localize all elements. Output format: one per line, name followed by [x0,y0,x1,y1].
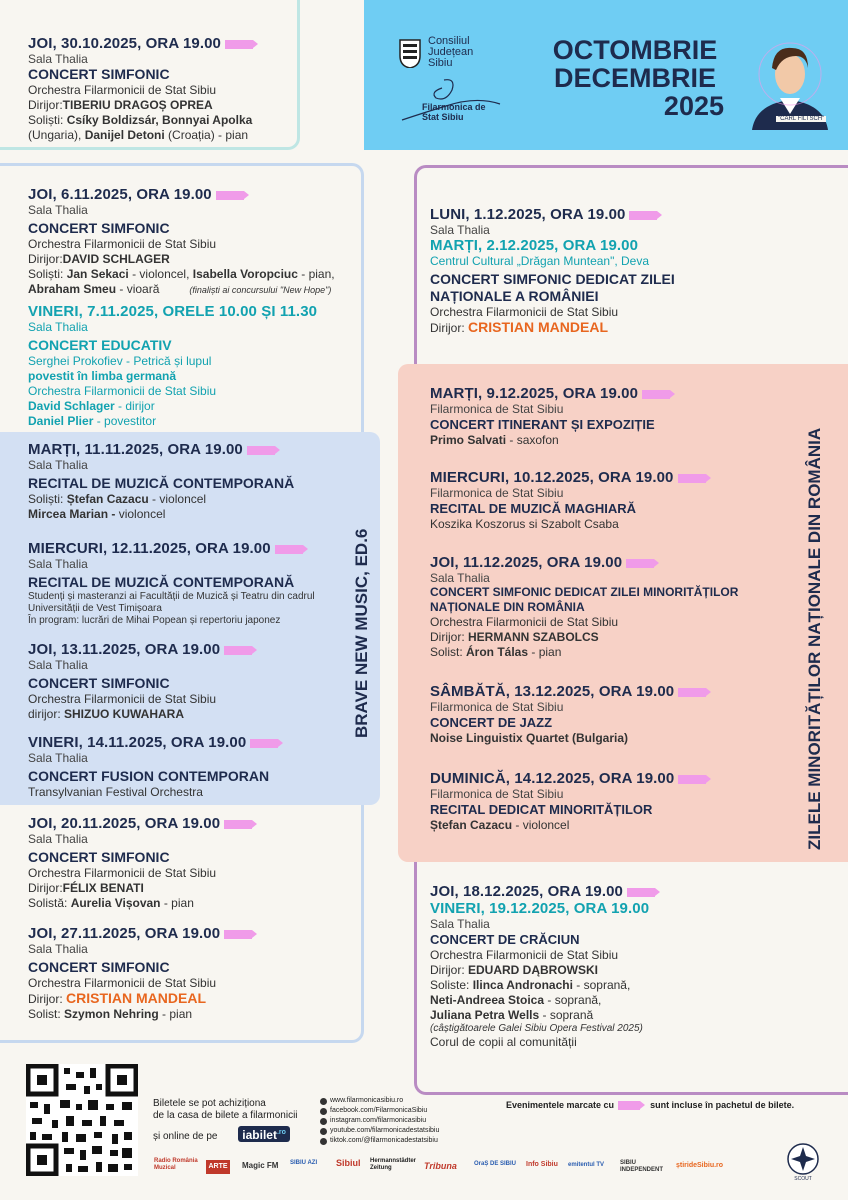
event-nov-13 [28,641,358,722]
event-nov-06 [28,186,358,298]
sponsor-oras-de-sibiu: OraȘ DE SIBIU [474,1161,517,1167]
event-venue: Sala Thalia [28,942,88,956]
ticket-package-tag [678,775,706,784]
event-dec-14 [430,770,800,833]
event-date: VINERI, 14.11.2025, ORA 19.00 [28,734,358,751]
event-orchestra: Transylvanian Festival Orchestra [28,785,203,799]
event-work-2: povestit în limba germană [28,369,177,383]
event-venue: Sala Thalia [28,751,88,765]
event-note: (câștigătoarele Galei Sibiu Opera Festival 2025) [430,1023,643,1034]
event-title: CONCERT SIMFONIC [28,66,170,82]
sponsor-sibiu-independent: SIBIU INDEPENDENT [620,1160,664,1173]
event-dec-09 [430,385,800,448]
event-performer: Noise Linguistix Quartet (Bulgaria) [430,731,629,745]
ticket-package-tag [225,40,253,49]
scout-label: SCOUT [794,1176,812,1182]
event-nov-07 [28,303,358,429]
event-detail-1: Studenți și masteranzi ai Facultății de Muzică și Teatru din cadrul [28,591,315,602]
event-soloists-3: Juliana Petra Wells - soprană [430,1008,594,1022]
event-venue: Sala Thalia [430,223,490,237]
event-title: RECITAL DE MUZICĂ CONTEMPORANĂ [28,475,295,491]
council-crest-icon [398,38,422,68]
sponsor-tribuna: Tribuna [424,1161,457,1171]
event-venue: Sala Thalia [28,203,88,217]
event-date: JOI, 6.11.2025, ORA 19.00 [28,186,358,203]
facebook-link[interactable]: facebook.com/FilarmonicaSibiu [320,1106,500,1116]
ticket-package-tag [618,1101,640,1110]
ticket-info-line-1: Biletele se pot achiziționa [153,1098,266,1109]
event-venue: Filarmonica de Stat Sibiu [430,486,564,500]
ticket-package-tag [627,888,655,897]
event-venue: Sala Thalia [28,832,88,846]
event-conductor: Dirijor: CRISTIAN MANDEAL [430,319,608,335]
ticket-package-tag [224,820,252,829]
event-venue-2: Centrul Cultural „Drăgan Muntean", Deva [430,254,650,268]
event-venue: Sala Thalia [430,571,490,585]
event-nov-12 [28,540,358,627]
brave-new-music-label: BRAVE NEW MUSIC, ED.6 [352,528,371,738]
scout-logo [786,1142,820,1182]
event-venue: Sala Thalia [28,658,88,672]
event-conductor: Dirijor: HERMANN SZABOLCS [430,630,599,644]
event-title: CONCERT SIMFONIC [28,849,170,865]
event-performer: Ștefan Cazacu - violoncel [430,818,570,832]
event-title: RECITAL DE MUZICĂ CONTEMPORANĂ [28,574,295,590]
ticket-package-tag [224,930,252,939]
ticket-package-tag [629,211,657,220]
event-conductor: Dirijor:FÉLIX BENATI [28,881,144,895]
event-orchestra: Orchestra Filarmonicii de Stat Sibiu [430,615,619,629]
ticket-info [153,1098,323,1143]
event-date: MARȚI, 11.11.2025, ORA 19.00 [28,441,358,458]
event-soloists: Soliști: Jan Sekaci - violoncel, Isabella Voropciuc - pian, [28,267,335,281]
event-dec-01 [430,206,800,336]
ticket-info-line-2: de la casa de bilete a filarmonicii [153,1110,298,1121]
event-performer: Koszika Koszorus si Szabolt Csaba [430,517,619,531]
event-date: JOI, 13.11.2025, ORA 19.00 [28,641,358,658]
event-title: RECITAL DE MUZICĂ MAGHIARĂ [430,501,637,516]
event-title: CONCERT ITINERANT ȘI EXPOZIȚIE [430,417,655,432]
event-title: CONCERT SIMFONIC [28,959,170,975]
event-orchestra: Orchestra Filarmonicii de Stat Sibiu [28,976,217,990]
event-nov-11 [28,441,358,522]
event-title: CONCERT EDUCATIV [28,337,172,353]
event-soloists: Soliști: Csíky Boldizsár, Bonnyai Apolka [28,113,253,127]
ticket-info-line-3: și online de pe iabilet$^{.ro}$ [153,1122,323,1143]
tiktok-icon [320,1138,327,1145]
event-nov-20 [28,815,358,911]
title-month2: DECEMBRIE [553,63,716,93]
ticket-package-tag [642,390,670,399]
event-date: JOI, 18.12.2025, ORA 19.00 [430,883,800,900]
event-nov-27 [28,925,358,1022]
event-date: JOI, 30.10.2025, ORA 19.00 [28,35,298,52]
sponsor-stiri-de-sibiu: știrideSibiu.ro [676,1162,724,1169]
ticket-package-tag [250,739,278,748]
qr-code-icon [26,1064,138,1176]
ticket-package-tag [678,688,706,697]
iabilet-link[interactable]: iabilet$^{.ro}$ [238,1126,290,1142]
event-date: MARȚI, 9.12.2025, ORA 19.00 [430,385,800,402]
carl-filtsch-portrait [746,34,834,130]
event-date: JOI, 20.11.2025, ORA 19.00 [28,815,358,832]
event-orchestra: Orchestra Filarmonicii de Stat Sibiu [430,305,619,319]
event-title: CONCERT FUSION CONTEMPORAN [28,768,270,784]
youtube-icon [320,1128,327,1135]
event-dec-10 [430,469,800,532]
ticket-package-tag [275,545,303,554]
event-title-2: NAȚIONALE DIN ROMÂNIA [430,600,585,614]
event-venue: Filarmonica de Stat Sibiu [430,787,564,801]
event-oct-30 [28,35,298,143]
event-date: MIERCURI, 10.12.2025, ORA 19.00 [430,469,800,486]
youtube-link[interactable]: youtube.com/filarmonicadestatsibiu [320,1126,500,1136]
event-conductor: Dirijor: CRISTIAN MANDEAL [28,990,206,1006]
event-soloists: Soliste: Ilinca Andronachi - soprană, [430,978,631,992]
event-soloists-2: Abraham Smeu - vioară (finaliști ai concursului "New Hope") [28,282,332,296]
event-conductor: dirijor: SHIZUO KUWAHARA [28,707,185,721]
event-date: JOI, 11.12.2025, ORA 19.00 [430,554,800,571]
event-conductor: Dirijor:DAVID SCHLAGER [28,252,170,266]
event-conductor: Dirijor: EDUARD DĄBROWSKI [430,963,598,977]
ticket-package-tag [626,559,654,568]
event-soloists-2: (Ungaria), Danijel Detoni (Croația) - pian [28,128,249,142]
event-orchestra: Orchestra Filarmonicii de Stat Sibiu [28,384,217,398]
sponsor-magic-fm: Magic FM [242,1161,279,1170]
event-title: CONCERT SIMFONIC DEDICAT ZILEI MINORITĂȚILOR [430,585,739,599]
event-date: VINERI, 7.11.2025, ORELE 10.00 ȘI 11.30 [28,303,318,320]
portrait-caption: "CARL FILTSCH" [778,116,825,122]
event-venue: Filarmonica de Stat Sibiu [430,700,564,714]
event-date-2: VINERI, 19.12.2025, ORA 19.00 [430,900,650,917]
event-soloists-2: Mircea Marian - violoncel [28,507,166,521]
social-links [320,1096,500,1146]
ticket-package-tag [224,646,252,655]
event-nov-14 [28,734,358,800]
tiktok-link[interactable]: tiktok.com/@filarmonicadestatsibiu [320,1136,500,1146]
event-soloists: Solist: Áron Tálas - pian [430,645,562,659]
event-soloists-2: Neti-Andreea Stoica - soprană, [430,993,602,1007]
sponsor-info-sibiu: Info Sibiu [526,1161,558,1168]
event-soloists: Solist: Szymon Nehring - pian [28,1007,193,1021]
event-soloists: Soliști: Ștefan Cazacu - violoncel [28,492,207,506]
event-dec-18 [430,883,800,1050]
event-date: DUMINICĂ, 14.12.2025, ORA 19.00 [430,770,800,787]
event-date: JOI, 27.11.2025, ORA 19.00 [28,925,358,942]
event-title: CONCERT SIMFONIC [28,220,170,236]
ticket-package-tag [678,474,706,483]
event-date: MIERCURI, 12.11.2025, ORA 19.00 [28,540,358,557]
event-title: RECITAL DEDICAT MINORITĂȚILOR [430,802,653,817]
sponsor-emitentul-tv: emitentul TV [568,1162,605,1168]
event-venue: Filarmonica de Stat Sibiu [430,402,564,416]
globe-icon [320,1098,327,1105]
philharmonic-name: Filarmonica de Stat Sibiu [422,102,486,122]
event-date: SÂMBĂTĂ, 13.12.2025, ORA 19.00 [430,683,800,700]
sponsor-zeitung: Hermannstädter Zeitung [370,1158,417,1171]
event-performer-2: Daniel Plier - povestitor [28,414,157,428]
sponsor-arte: ARTE [206,1160,230,1174]
event-venue: Sala Thalia [430,917,490,931]
event-conductor: Dirijor:TIBERIU DRAGOȘ OPREA [28,98,213,112]
sponsor-sibiu-azi: SIBIU AZI [290,1160,318,1166]
title-month1: OCTOMBRIE [552,35,718,65]
title-year: 2025 [663,91,724,121]
facebook-icon [320,1108,327,1115]
header-title [540,36,730,120]
council-name: Consiliul Județean Sibiu [428,35,474,69]
council-logo [398,36,518,72]
website-link[interactable]: www.filarmonicasibiu.ro [320,1096,500,1106]
event-detail-3: În program: lucrări de Mihai Popean și repertoriu japonez [28,615,281,626]
event-work: Serghei Prokofiev - Petrică și lupul [28,354,212,368]
philharmonic-logo [396,76,516,126]
minorities-days-label: ZILELE MINORITĂȚILOR NAȚIONALE DIN ROMÂNIA [805,427,824,850]
event-orchestra: Orchestra Filarmonicii de Stat Sibiu [28,83,217,97]
instagram-link[interactable]: instagram.com/filarmonicasibiu [320,1116,500,1126]
event-venue: Sala Thalia [28,52,88,66]
event-venue: Sala Thalia [28,458,88,472]
event-orchestra: Orchestra Filarmonicii de Stat Sibiu [28,237,217,251]
event-dec-13 [430,683,800,746]
qr-code[interactable] [26,1064,138,1176]
ticket-package-note: Evenimentele marcate cu sunt incluse în pachetul de bilete. [506,1100,795,1110]
event-title: CONCERT DE JAZZ [430,715,553,730]
event-title: CONCERT DE CRĂCIUN [430,932,580,947]
instagram-icon [320,1118,327,1125]
event-title: CONCERT SIMFONIC [28,675,170,691]
ticket-package-tag [247,446,275,455]
event-venue: Sala Thalia [28,320,88,334]
event-title-2: NAȚIONALE A ROMÂNIEI [430,288,599,304]
event-soloists: Solistă: Aurelia Vișovan - pian [28,896,194,910]
event-title: CONCERT SIMFONIC DEDICAT ZILEI [430,271,675,287]
event-performer: Primo Salvati - saxofon [430,433,559,447]
event-date: LUNI, 1.12.2025, ORA 19.00 [430,206,800,223]
sponsor-radio-romania-muzical: Radio România Muzical [154,1158,198,1171]
sponsor-sibiul: Sibiul [336,1158,361,1168]
event-performer-1: David Schlager - dirijor [28,399,155,413]
event-dec-11 [430,554,800,660]
event-date-2: MARȚI, 2.12.2025, ORA 19.00 [430,237,639,254]
scout-emblem-icon [786,1142,820,1176]
event-venue: Sala Thalia [28,557,88,571]
event-orchestra: Orchestra Filarmonicii de Stat Sibiu [28,866,217,880]
event-orchestra: Orchestra Filarmonicii de Stat Sibiu [28,692,217,706]
ticket-package-tag [216,191,244,200]
event-choir: Corul de copii al comunității [430,1035,577,1049]
event-orchestra: Orchestra Filarmonicii de Stat Sibiu [430,948,619,962]
event-detail-2: Universității de Vest Timișoara [28,603,162,614]
